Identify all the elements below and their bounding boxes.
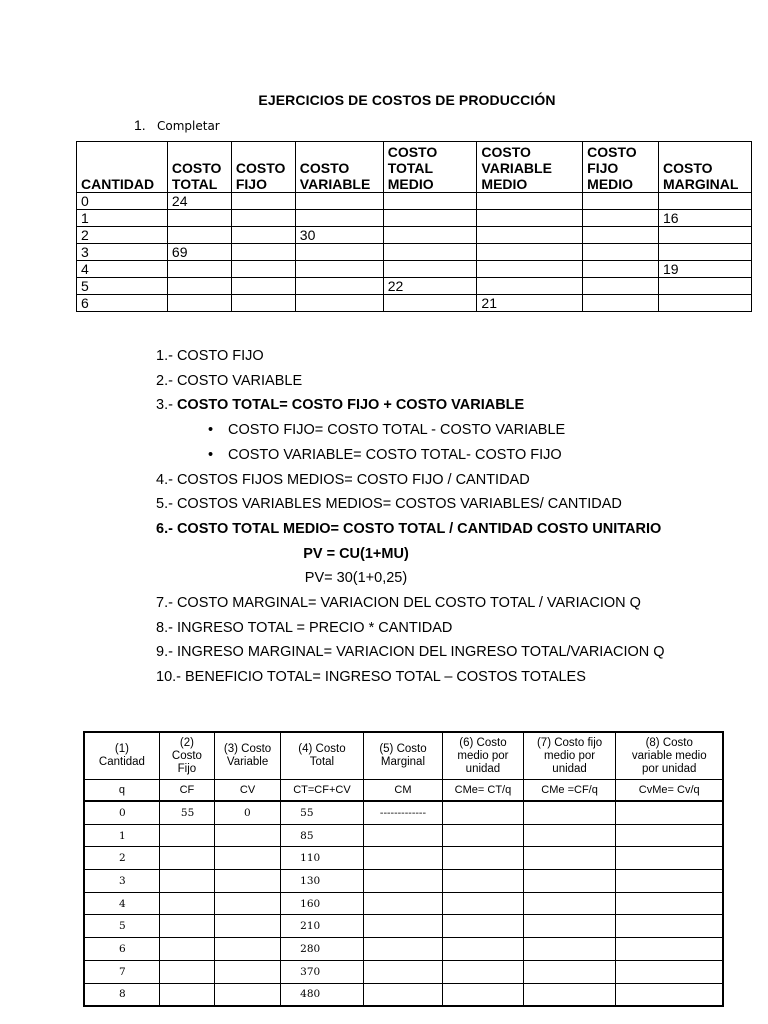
table1-header-line: COSTO bbox=[481, 144, 531, 160]
table2-cell bbox=[159, 938, 214, 961]
table1-cell bbox=[583, 278, 659, 295]
table2-header-line: (1) bbox=[114, 743, 129, 755]
table2-cell bbox=[214, 960, 280, 983]
table2-cell: 4 bbox=[84, 892, 159, 915]
note-9: 9.- INGRESO MARGINAL= VARIACION DEL INGRESO TOTAL/VARIACION Q bbox=[156, 644, 665, 661]
table1-cell bbox=[231, 244, 295, 261]
table1-cell bbox=[583, 210, 659, 227]
table-row bbox=[84, 892, 723, 915]
table2-cell: ------------- bbox=[363, 801, 442, 824]
table2-cell: 3 bbox=[84, 870, 159, 893]
note-3 bbox=[156, 393, 756, 418]
table2-cell bbox=[159, 983, 214, 1006]
table2-header-line: (8) Costo bbox=[645, 736, 693, 749]
table2-cell bbox=[443, 983, 524, 1006]
table2-symbol-cell: CvMe= Cv/q bbox=[616, 780, 723, 802]
pv-example: PV= 30(1+0,25) bbox=[304, 570, 408, 587]
table2-cell: 6 bbox=[84, 938, 159, 961]
table1-header-line: VARIABLE bbox=[299, 176, 371, 192]
table1-cell: 4 bbox=[77, 261, 168, 278]
table-row bbox=[77, 244, 752, 261]
table2-cell: 7 bbox=[84, 960, 159, 983]
table2-cell bbox=[443, 938, 524, 961]
table2-cell bbox=[214, 870, 280, 893]
table1-header-cell bbox=[477, 142, 583, 193]
table2-cell bbox=[523, 892, 616, 915]
table2-header-line: (7) Costo fijo bbox=[536, 736, 603, 749]
table-row bbox=[84, 801, 723, 824]
table2-cell bbox=[443, 847, 524, 870]
note-7: 7.- COSTO MARGINAL= VARIACION DEL COSTO TOTAL / VARIACION Q bbox=[156, 595, 641, 612]
table2-cell bbox=[523, 983, 616, 1006]
table1-cell bbox=[167, 227, 231, 244]
note-3-formula: COSTO TOTAL= COSTO FIJO + COSTO VARIABLE bbox=[176, 397, 525, 414]
table1-cell bbox=[477, 261, 583, 278]
table2-cell bbox=[443, 870, 524, 893]
table2-cell: 0 bbox=[214, 801, 280, 824]
table1-cell: 6 bbox=[77, 295, 168, 312]
table2-header-cell bbox=[616, 732, 723, 780]
table2-body bbox=[84, 801, 723, 1006]
table1-header-line: COSTO bbox=[587, 144, 637, 160]
table2-header-line: (5) Costo bbox=[379, 743, 427, 755]
table1-header-row bbox=[77, 142, 752, 193]
table2-cell bbox=[159, 870, 214, 893]
table1-cell bbox=[383, 244, 477, 261]
table1-cell bbox=[295, 244, 383, 261]
table-row bbox=[77, 227, 752, 244]
table1-cell bbox=[383, 210, 477, 227]
table2-header-cell bbox=[363, 732, 442, 780]
table2-header-line: (2) bbox=[179, 736, 194, 749]
table2-symbol-cell: CMe= CT/q bbox=[443, 780, 524, 802]
table1-header-line: COSTO bbox=[299, 160, 350, 176]
table-row bbox=[84, 983, 723, 1006]
table2-header-cell bbox=[443, 732, 524, 780]
exercise-label: Completar bbox=[157, 119, 220, 133]
table2-cell bbox=[214, 892, 280, 915]
table2-cell bbox=[214, 938, 280, 961]
table2-cell bbox=[616, 801, 723, 824]
pv-formula: PV = CU(1+MU) bbox=[303, 545, 409, 562]
table2-cell: 210 bbox=[281, 915, 364, 938]
table1-cell bbox=[167, 278, 231, 295]
table2-cell bbox=[443, 960, 524, 983]
table2-symbol-cell: CMe =CF/q bbox=[523, 780, 616, 802]
note-2: 2.- COSTO VARIABLE bbox=[156, 372, 303, 389]
table2-symbol-row bbox=[84, 780, 723, 802]
table1-cell bbox=[477, 244, 583, 261]
table1-cell: 21 bbox=[477, 295, 583, 312]
table2-header-row bbox=[84, 732, 723, 780]
table2-cell bbox=[616, 960, 723, 983]
table1-cell bbox=[659, 193, 752, 210]
table2-cell: 160 bbox=[281, 892, 364, 915]
table1-cell: 1 bbox=[77, 210, 168, 227]
table1-cell bbox=[477, 278, 583, 295]
table2-cell bbox=[616, 870, 723, 893]
table2-header-line: unidad bbox=[465, 762, 501, 775]
table2-cell: 130 bbox=[281, 870, 364, 893]
table1-cell bbox=[477, 227, 583, 244]
cost-schedule-table bbox=[83, 731, 724, 1007]
table1-cell bbox=[167, 210, 231, 227]
table1-header-cell bbox=[659, 142, 752, 193]
table1-cell bbox=[383, 261, 477, 278]
table2-header-line: variable medio bbox=[631, 749, 707, 762]
table2-cell bbox=[443, 915, 524, 938]
table2-header-line: por unidad bbox=[642, 762, 697, 775]
table1-header-cell bbox=[167, 142, 231, 193]
table2-cell bbox=[616, 847, 723, 870]
table2-header-line: Marginal bbox=[380, 756, 426, 768]
table1-header-line: COSTO bbox=[387, 144, 438, 160]
table1-cell bbox=[231, 295, 295, 312]
table2-cell: 370 bbox=[281, 960, 364, 983]
table2-cell: 55 bbox=[281, 801, 364, 824]
table1-cell: 24 bbox=[167, 193, 231, 210]
table1-cell: 69 bbox=[167, 244, 231, 261]
table1-cell bbox=[231, 227, 295, 244]
table1-cell bbox=[477, 210, 583, 227]
table1-cell bbox=[477, 193, 583, 210]
table2-header-cell bbox=[214, 732, 280, 780]
table2-cell bbox=[363, 915, 442, 938]
table1-header-line: MEDIO bbox=[587, 176, 634, 192]
table2-cell bbox=[443, 824, 524, 847]
table1-cell bbox=[583, 244, 659, 261]
note-5: 5.- COSTOS VARIABLES MEDIOS= COSTOS VARIABLES/ CANTIDAD bbox=[156, 496, 622, 513]
table1-cell bbox=[295, 193, 383, 210]
table2-header-line: Total bbox=[309, 756, 335, 768]
table-row bbox=[77, 261, 752, 278]
table1-header-line: MEDIO bbox=[481, 176, 528, 192]
table-row bbox=[84, 915, 723, 938]
table-row bbox=[84, 938, 723, 961]
table1-cell: 16 bbox=[659, 210, 752, 227]
note-10: 10.- BENEFICIO TOTAL= INGRESO TOTAL – COSTOS TOTALES bbox=[156, 669, 586, 686]
table1-cell bbox=[583, 261, 659, 278]
table1-cell bbox=[659, 227, 752, 244]
table2-header-line: (3) Costo bbox=[223, 743, 272, 755]
exercise-number: 1. bbox=[134, 117, 146, 133]
table2-cell: 8 bbox=[84, 983, 159, 1006]
table2-cell bbox=[523, 801, 616, 824]
table2-cell bbox=[523, 824, 616, 847]
table2-header-line: Fijo bbox=[177, 762, 197, 775]
table-row bbox=[77, 295, 752, 312]
table1-header-cell bbox=[77, 142, 168, 193]
table2-header-line: Variable bbox=[226, 756, 269, 768]
table2-symbol-cell: CV bbox=[214, 780, 280, 802]
table1-cell bbox=[659, 295, 752, 312]
table2-header-line: (4) Costo bbox=[298, 743, 346, 755]
table1-cell bbox=[295, 295, 383, 312]
table1-body bbox=[77, 193, 752, 312]
note-3-bullets bbox=[156, 418, 756, 467]
table2-cell bbox=[363, 824, 442, 847]
table1-cell bbox=[583, 295, 659, 312]
table1-cell bbox=[231, 210, 295, 227]
table1-cell bbox=[167, 295, 231, 312]
table2-header-line: medio por bbox=[544, 749, 596, 762]
table2-cell: 5 bbox=[84, 915, 159, 938]
table1-cell bbox=[295, 261, 383, 278]
table2-cell: 85 bbox=[281, 824, 364, 847]
table2-cell bbox=[363, 892, 442, 915]
note-4: 4.- COSTOS FIJOS MEDIOS= COSTO FIJO / CANTIDAD bbox=[156, 471, 530, 488]
table1-cell bbox=[383, 295, 477, 312]
table1-header-line: TOTAL bbox=[171, 176, 218, 192]
table2-cell bbox=[214, 915, 280, 938]
table1-cell bbox=[295, 278, 383, 295]
table1-cell: 5 bbox=[77, 278, 168, 295]
table2-header-line: Cantidad bbox=[98, 756, 145, 768]
table1-cell: 0 bbox=[77, 193, 168, 210]
table2-cell: 1 bbox=[84, 824, 159, 847]
table1-header-line: COSTO bbox=[235, 160, 286, 176]
table2-header-line: unidad bbox=[552, 762, 587, 775]
table2-cell: 2 bbox=[84, 847, 159, 870]
table2-cell bbox=[616, 892, 723, 915]
table1-cell: 30 bbox=[295, 227, 383, 244]
table1-header-line: FIJO bbox=[587, 160, 619, 176]
table2-symbol-cell: CF bbox=[159, 780, 214, 802]
table1-header-line: MARGINAL bbox=[663, 176, 739, 192]
table2-header-cell bbox=[523, 732, 616, 780]
table2-header-line: medio por bbox=[457, 749, 509, 762]
table2-cell bbox=[159, 915, 214, 938]
table2-cell: 480 bbox=[281, 983, 364, 1006]
table2-cell bbox=[159, 847, 214, 870]
bullet-variable-cost: • COSTO VARIABLE= COSTO TOTAL- COSTO FIJO bbox=[228, 443, 756, 468]
bullet-fixed-cost: • COSTO FIJO= COSTO TOTAL - COSTO VARIABLE bbox=[228, 418, 756, 443]
table1-cell: 3 bbox=[77, 244, 168, 261]
table1-header-cell bbox=[231, 142, 295, 193]
table2-cell: 55 bbox=[159, 801, 214, 824]
table2-cell bbox=[616, 915, 723, 938]
table1-cell bbox=[295, 210, 383, 227]
table1-header-line: FIJO bbox=[235, 176, 267, 192]
table2-cell bbox=[214, 824, 280, 847]
table2-cell bbox=[616, 938, 723, 961]
table1-header-line: VARIABLE bbox=[481, 160, 552, 176]
table1-cell bbox=[583, 193, 659, 210]
table-row bbox=[77, 278, 752, 295]
table1-cell: 22 bbox=[383, 278, 477, 295]
table1-header-line: CANTIDAD bbox=[81, 176, 155, 192]
document-title: EJERCICIOS DE COSTOS DE PRODUCCIÓN bbox=[258, 92, 556, 108]
table1-cell: 2 bbox=[77, 227, 168, 244]
table2-cell bbox=[363, 983, 442, 1006]
note-3-prefix: 3.- bbox=[156, 397, 177, 414]
table-row bbox=[84, 870, 723, 893]
table2-cell: 280 bbox=[281, 938, 364, 961]
table2-cell bbox=[159, 824, 214, 847]
table2-symbol-cell: CT=CF+CV bbox=[281, 780, 364, 802]
table1-cell bbox=[383, 227, 477, 244]
table1-header-cell bbox=[295, 142, 383, 193]
table1-cell: 19 bbox=[659, 261, 752, 278]
table2-cell bbox=[616, 983, 723, 1006]
table1-header-line: COSTO bbox=[171, 160, 222, 176]
table-row bbox=[77, 210, 752, 227]
table2-cell bbox=[523, 960, 616, 983]
costs-exercise-table bbox=[76, 141, 752, 312]
table2-cell bbox=[363, 960, 442, 983]
table-row bbox=[84, 960, 723, 983]
table2-header-line: (6) Costo bbox=[459, 736, 507, 749]
table1-header-cell bbox=[383, 142, 477, 193]
table2-cell bbox=[159, 892, 214, 915]
table2-header-line: Costo bbox=[171, 749, 202, 762]
table2-cell bbox=[363, 938, 442, 961]
table1-header-line: COSTO bbox=[663, 160, 713, 176]
table2-cell bbox=[214, 983, 280, 1006]
table2-cell bbox=[523, 938, 616, 961]
table2-header-cell bbox=[159, 732, 214, 780]
table1-cell bbox=[659, 244, 752, 261]
table1-cell bbox=[231, 193, 295, 210]
table2-symbol-cell: CM bbox=[363, 780, 442, 802]
table2-header-cell bbox=[84, 732, 159, 780]
table1-header-cell bbox=[583, 142, 659, 193]
table1-cell bbox=[167, 261, 231, 278]
table2-cell bbox=[214, 847, 280, 870]
table1-header-line: MEDIO bbox=[387, 176, 434, 192]
table1-cell bbox=[231, 278, 295, 295]
table1-cell bbox=[383, 193, 477, 210]
table2-cell bbox=[363, 847, 442, 870]
table2-cell bbox=[159, 960, 214, 983]
note-8: 8.- INGRESO TOTAL = PRECIO * CANTIDAD bbox=[156, 619, 453, 636]
table-row bbox=[84, 824, 723, 847]
table2-symbol-cell: q bbox=[84, 780, 159, 802]
table1-header-line: TOTAL bbox=[387, 160, 434, 176]
table1-cell bbox=[583, 227, 659, 244]
table2-cell: 0 bbox=[84, 801, 159, 824]
table2-cell bbox=[523, 870, 616, 893]
table2-cell: 110 bbox=[281, 847, 364, 870]
table2-cell bbox=[523, 915, 616, 938]
note-1: 1.- COSTO FIJO bbox=[156, 348, 264, 364]
table2-cell bbox=[616, 824, 723, 847]
table-row bbox=[77, 193, 752, 210]
formula-notes bbox=[156, 344, 756, 690]
note-6: 6.- COSTO TOTAL MEDIO= COSTO TOTAL / CANTIDAD COSTO UNITARIO bbox=[156, 520, 662, 537]
table1-cell bbox=[659, 278, 752, 295]
table1-cell bbox=[231, 261, 295, 278]
table2-cell bbox=[523, 847, 616, 870]
table2-header-cell bbox=[281, 732, 364, 780]
table2-cell bbox=[443, 892, 524, 915]
table2-cell bbox=[363, 870, 442, 893]
table2-cell bbox=[443, 801, 524, 824]
table-row bbox=[84, 847, 723, 870]
